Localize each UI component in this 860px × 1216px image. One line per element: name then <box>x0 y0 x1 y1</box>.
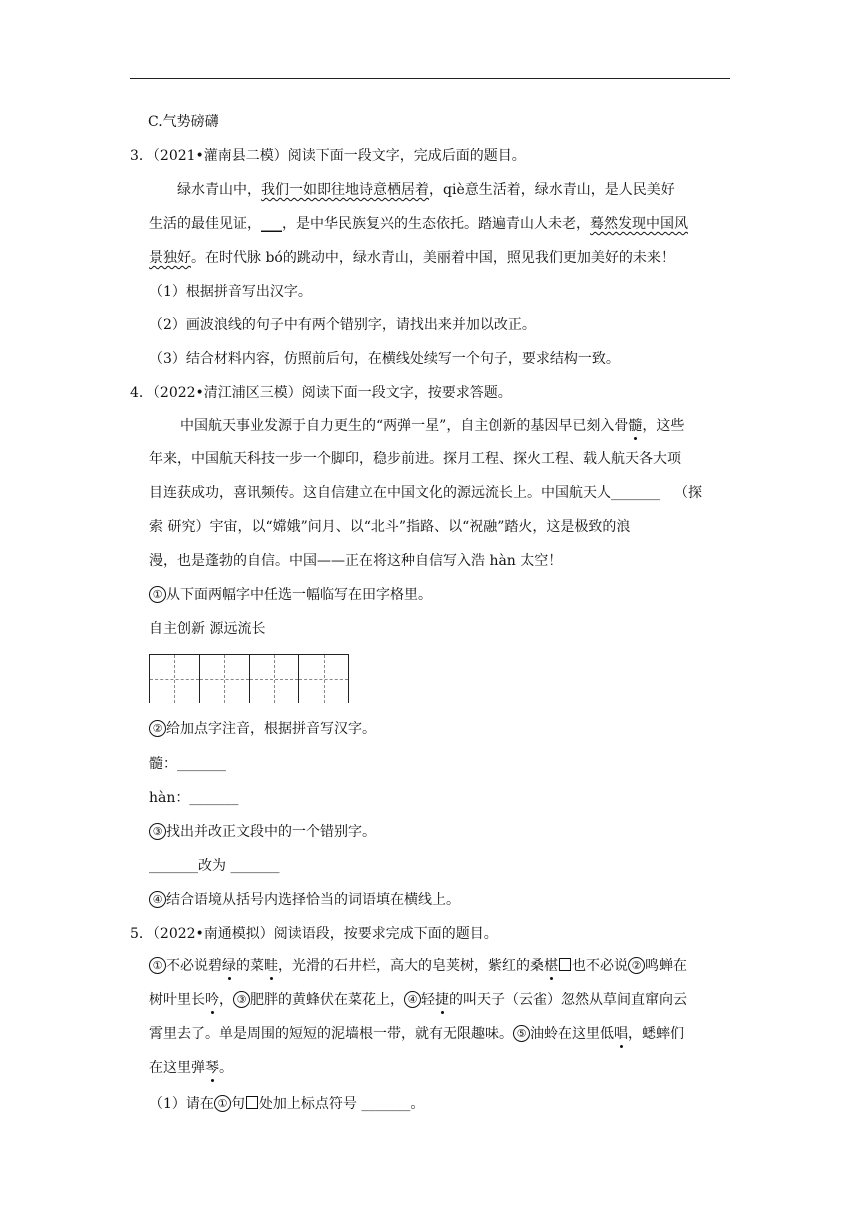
answer-blank[interactable]: _______ <box>361 1096 411 1112</box>
q5-passage-line1: ① 不必说碧绿的菜畦，光滑的石井栏，高大的皂荚树，紫红的桑椹 也不必说 ② 鸣蝉在 <box>149 956 687 976</box>
answer-blank[interactable]: _______ <box>149 858 198 874</box>
fill-blank: ___ <box>261 216 282 232</box>
q4-passage-line3: 目连获成功，喜讯频传。这自信建立在中国文化的源远流长上。中国航天人_______ （探 <box>149 485 702 501</box>
grid-cell[interactable] <box>150 655 200 703</box>
punctuation-box <box>559 958 571 971</box>
q3-sub2: （2）画波浪线的句子中有两个错别字，请找出来并加以改正。 <box>149 317 536 333</box>
wavy-sentence-1: 我们一如即往地诗意栖居着 <box>261 182 429 198</box>
header-rule <box>130 78 730 79</box>
answer-blank[interactable]: _______ <box>189 790 239 806</box>
dotted-char: 髓 <box>628 418 643 434</box>
q3-passage-line3: 景独好。在时代脉 bó的跳动中，绿水青山，美丽着中国，照见我们更加美好的未来！ <box>149 250 675 266</box>
q3-passage-line1: 绿水青山中，我们一如即往地诗意栖居着，qiè意生活着，绿水青山，是人民美好 <box>177 182 675 198</box>
q5-passage-line2: 树叶里长吟， ③ 肥胖的黄蜂伏在菜花上， ④ 轻捷的叫天子（云雀）忽然从草间直窜向云 <box>149 992 687 1008</box>
q4-passage-line2: 年来，中国航天科技一步一个脚印，稳步前进。探月工程、探火工程、载人航天各大项 <box>149 451 681 467</box>
q4-sui-answer: 髓：_______ <box>149 756 226 772</box>
q5-passage-line3: 霄里去了。单是周围的短短的泥墙根一带，就有无限趣味。 ⑤ 油蛉在这里低唱，蟋蟀们 <box>149 1026 684 1042</box>
q4-han-answer: hàn：_______ <box>149 790 239 806</box>
q4-words: 自主创新 源远流长 <box>149 621 266 637</box>
answer-blank[interactable]: _______ <box>230 858 280 874</box>
circled-number: ① <box>149 586 166 603</box>
q5-passage-line4: 在这里弹琴。 <box>149 1060 233 1076</box>
grid-cell[interactable] <box>299 655 348 703</box>
wavy-sentence-2: 蓦然发现中国风 <box>590 216 688 232</box>
q4-item1: ① 从下面两幅字中任选一幅临写在田字格里。 <box>149 585 432 605</box>
q3-passage-line2: 生活的最佳见证，___，是中华民族复兴的生态依托。踏遍青山人未老，蓦然发现中国风 <box>149 216 688 232</box>
q5-heading: 5．（2022•南通模拟）阅读语段，按要求完成下面的题目。 <box>130 926 498 942</box>
q4-item4: ④ 结合语境从括号内选择恰当的词语填在横线上。 <box>149 890 460 910</box>
q3-sub3: （3）结合材料内容，仿照前后句，在横线处续写一个句子，要求结构一致。 <box>149 351 620 367</box>
q4-passage-line4: 索 研究）宇宙，以“嫦娥”问月、以“北斗”指路、以“祝融”踏火，这是极致的浪 <box>149 519 631 535</box>
q5-sub1: （1）请在 ① 句 处加上标点符号 _______。 <box>149 1096 425 1112</box>
option-c: C.气势磅礴 <box>148 114 219 130</box>
q4-passage-line1: 中国航天事业发源于自力更生的“两弹一星”，自主创新的基因早已刻入骨髓，这些 <box>180 418 685 434</box>
grid-cell[interactable] <box>200 655 250 703</box>
q4-heading: 4．（2022•清江浦区三模）阅读下面一段文字，按要求答题。 <box>130 385 512 401</box>
q4-item3: ③ 找出并改正文段中的一个错别字。 <box>149 822 376 842</box>
grid-cell[interactable] <box>250 655 300 703</box>
q4-fix-line: _______改为 _______ <box>149 858 280 874</box>
answer-blank[interactable]: _______ <box>177 756 226 772</box>
q4-passage-line5: 漫，也是蓬勃的自信。中国——正在将这种自信写入浩 hàn 太空！ <box>149 553 563 569</box>
q3-sub1: （1）根据拼音写出汉字。 <box>149 284 312 300</box>
q4-item2: ② 给加点字注音，根据拼音写汉字。 <box>149 719 376 739</box>
q3-heading: 3．（2021•灌南县二模）阅读下面一段文字，完成后面的题目。 <box>130 148 526 164</box>
tianzige-grid[interactable] <box>149 654 349 703</box>
